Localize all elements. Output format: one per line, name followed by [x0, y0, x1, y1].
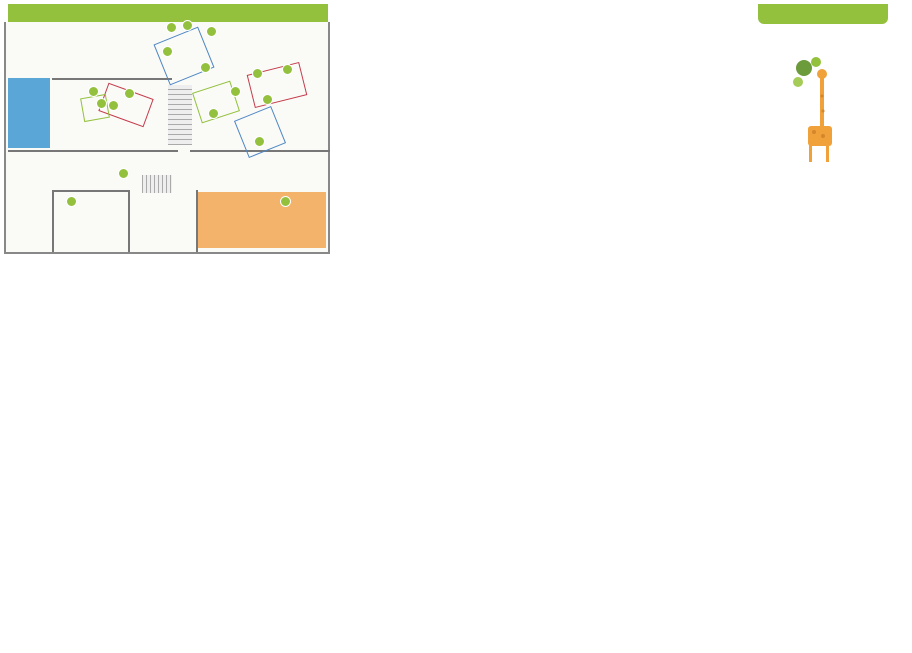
laboratory-room — [198, 192, 326, 248]
climate-stairs — [8, 78, 50, 148]
wall — [52, 78, 172, 80]
map-marker-11 — [230, 86, 241, 97]
map-marker-16 — [252, 68, 263, 79]
map-marker-7 — [166, 22, 177, 33]
map-marker-9 — [206, 26, 217, 37]
map-marker-1 — [118, 168, 129, 179]
map-marker-5 — [124, 88, 135, 99]
map-marker-6 — [162, 46, 173, 57]
guide-banner — [758, 4, 888, 24]
wall — [52, 190, 54, 252]
hallway-area — [80, 94, 110, 122]
stairs — [168, 85, 192, 145]
map-marker-14 — [262, 94, 273, 105]
wall — [8, 150, 178, 152]
wall — [128, 190, 130, 252]
map-marker-8 — [182, 20, 193, 31]
floor-plan — [0, 0, 330, 260]
map-marker-10 — [200, 62, 211, 73]
map-marker-17 — [66, 196, 77, 207]
map-marker-12 — [208, 108, 219, 119]
map-marker-13 — [254, 136, 265, 147]
stairs-2 — [142, 175, 172, 193]
giraffe-logo — [790, 56, 850, 166]
map-marker-18 — [280, 196, 291, 207]
map-marker-2 — [96, 98, 107, 109]
map-marker-4 — [108, 100, 119, 111]
map-marker-3 — [88, 86, 99, 97]
wall — [52, 190, 128, 192]
map-marker-15 — [282, 64, 293, 75]
